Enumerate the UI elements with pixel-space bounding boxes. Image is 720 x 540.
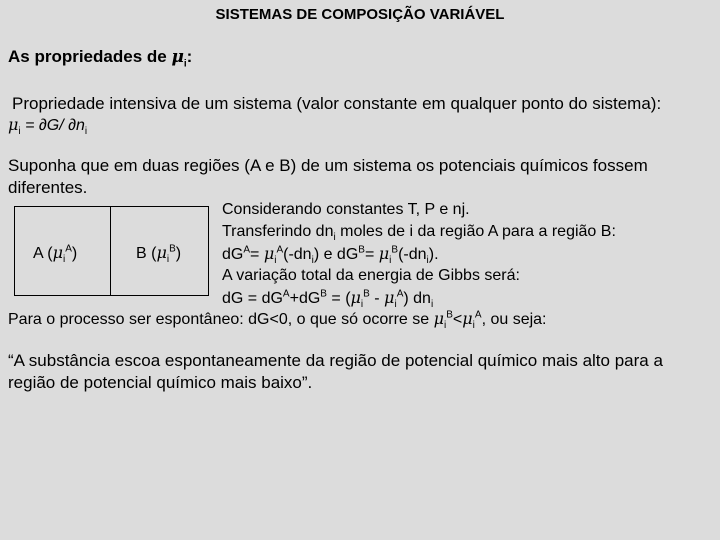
text: dG <box>222 246 244 263</box>
text: = <box>250 246 264 263</box>
subscript: i <box>62 254 66 266</box>
text: Para o processo ser espontâneo: dG<0, o que só ocorre se <box>8 311 434 328</box>
heading-colon: : <box>186 47 193 66</box>
heading-text: As propriedades de <box>8 47 172 66</box>
text: = <box>364 246 379 263</box>
text: (-dn <box>283 246 312 263</box>
subscript: i <box>84 126 88 138</box>
quote-line-2: região de potencial químico mais baixo”. <box>8 373 313 392</box>
text: (-dn <box>398 246 427 263</box>
text: , ou seja: <box>481 311 547 328</box>
spontaneity-line <box>8 309 547 332</box>
mu-symbol: μ <box>462 309 473 328</box>
suppose-line-2: diferentes. <box>8 178 88 197</box>
text: ) e dG <box>313 246 359 263</box>
subscript: i <box>430 299 434 311</box>
gibbs-changes-line <box>222 243 439 266</box>
mu-symbol: μ <box>350 288 361 307</box>
suppose-line-1: Suponha que em duas regiões (A e B) de um sistema os potenciais químicos fossem <box>8 156 648 175</box>
superscript: A <box>474 309 482 321</box>
regions-diagram <box>14 206 209 296</box>
label-text: A ( <box>33 245 53 262</box>
section-heading <box>8 47 193 70</box>
label-text: B ( <box>136 245 157 262</box>
text: moles de i da região A para a região B: <box>335 223 616 240</box>
mu-symbol: μ <box>384 288 395 307</box>
superscript: A <box>396 288 404 300</box>
text: +dG <box>289 290 321 307</box>
subscript: i <box>18 126 21 138</box>
label-text: ) <box>71 245 78 262</box>
subscript: i <box>444 320 447 332</box>
mu-symbol: μ <box>156 243 167 262</box>
region-b-label <box>136 243 182 266</box>
text: = ( <box>326 290 351 307</box>
superscript: A <box>243 244 251 256</box>
text: ) dn <box>403 290 431 307</box>
text: ). <box>428 246 439 263</box>
superscript: A <box>276 244 284 256</box>
subscript: i <box>274 255 277 267</box>
mu-symbol: μ <box>433 309 444 328</box>
superscript: A <box>65 243 72 255</box>
superscript: B <box>446 309 453 321</box>
text: < <box>452 311 463 328</box>
region-a-label <box>33 243 78 266</box>
subscript: i <box>472 320 475 332</box>
conditions-line: Considerando constantes T, P e nj. <box>222 201 470 218</box>
quote-line-1: “A substância escoa espontaneamente da região de potencial químico mais alto para a <box>8 351 663 370</box>
page-title: SISTEMAS DE COMPOSIÇÃO VARIÁVEL <box>215 6 505 23</box>
equation-text: = ∂G/ ∂n <box>20 117 85 134</box>
transfer-line <box>222 221 616 243</box>
subscript: i <box>333 232 336 244</box>
subscript: i <box>394 299 397 311</box>
subscript: i <box>426 255 429 267</box>
region-divider <box>110 207 111 295</box>
subscript: i <box>360 299 364 311</box>
subscript: i <box>311 255 314 267</box>
superscript: B <box>391 244 399 256</box>
mu-symbol: μ <box>263 244 275 263</box>
subscript: i <box>166 254 170 266</box>
mu-symbol: μ <box>171 47 184 67</box>
subscript: i <box>183 58 187 70</box>
superscript: B <box>358 244 365 256</box>
intensive-line: Propriedade intensiva de um sistema (valor constante em qualquer ponto do sistema): <box>12 94 662 113</box>
text: Transferindo dn <box>222 223 334 240</box>
mu-symbol: μ <box>378 244 390 263</box>
text: - <box>369 290 385 307</box>
superscript: A <box>282 288 290 300</box>
intensive-equation <box>8 115 88 138</box>
superscript: B <box>320 288 327 300</box>
subscript: i <box>389 255 392 267</box>
superscript: B <box>363 288 370 300</box>
total-gibbs-equation <box>222 287 433 310</box>
mu-symbol: μ <box>52 243 63 262</box>
label-text: ) <box>175 245 182 262</box>
mu-symbol: μ <box>8 115 19 134</box>
total-variation-line: A variação total da energia de Gibbs será: <box>222 267 520 284</box>
text: dG = dG <box>222 290 283 307</box>
superscript: B <box>169 243 176 255</box>
